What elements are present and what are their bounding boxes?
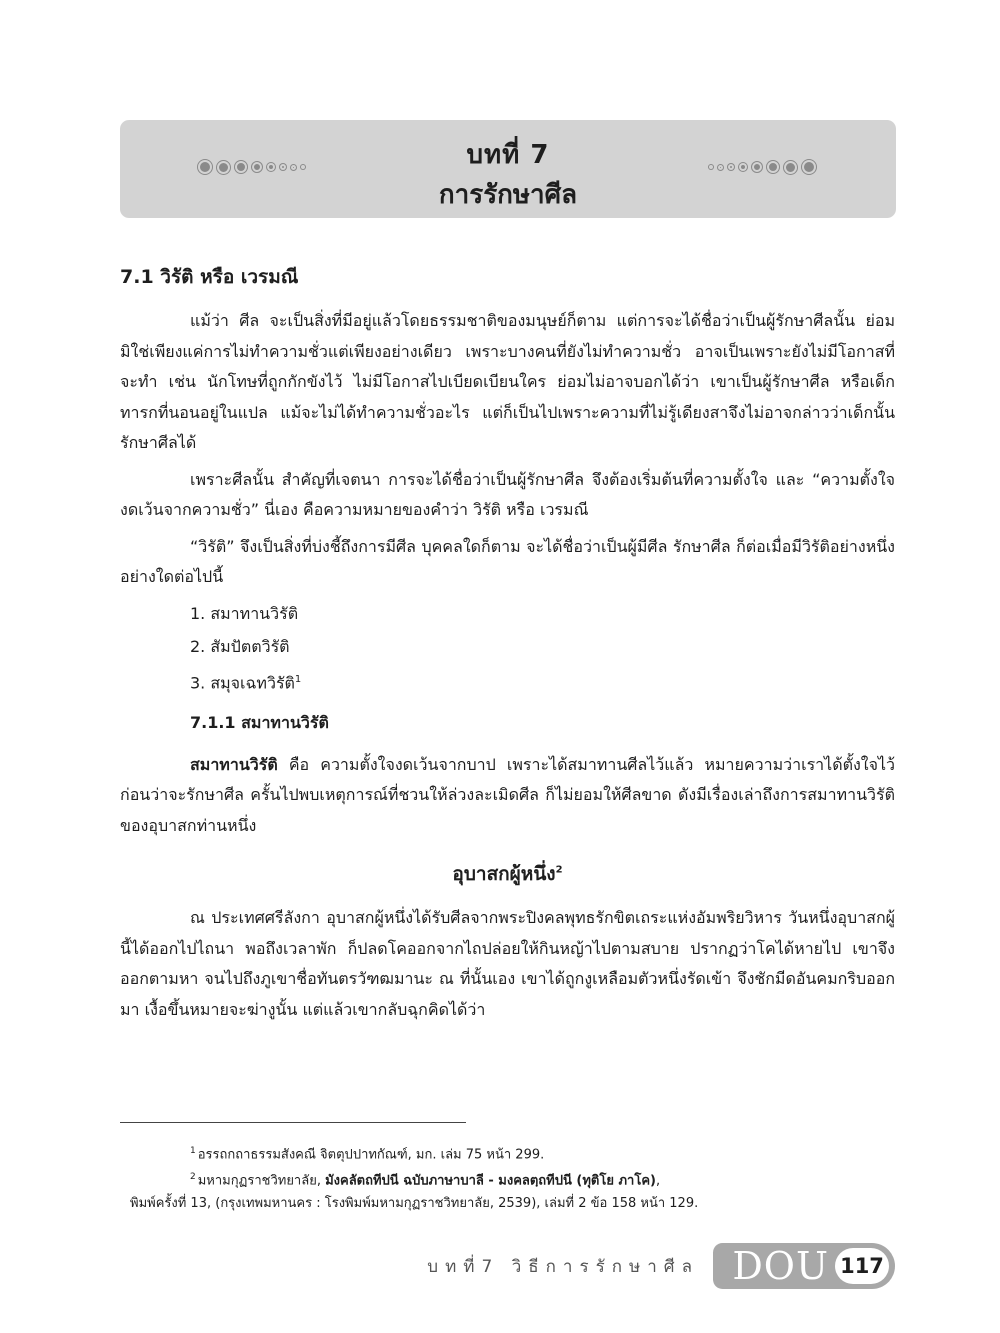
term-definition: คือ ความตั้งใจงดเว้นจากบาป เพราะได้สมาทานศีลไว้แล้ว หมายความว่าเราได้ตั้งใจไว้ก่อนว่าจะรักษาศีล ครั้นไปพบเหตุการณ์ที่ชวนให้ล่วงละเมิดศีล ก็ไม่ยอมให้ศีลขาด ดังมีเรื่องเล่าถึงการสมาทานวิรัติของอุบาสกท่านหนึ่ง (120, 754, 895, 835)
footnote-number: 1 (190, 1146, 196, 1156)
list-item: 2. สัมปัตตวิรัติ (190, 636, 290, 656)
footnote-ref: 1 (294, 673, 302, 685)
paragraph (120, 750, 895, 842)
footnote-divider (120, 1122, 466, 1123)
term: สมาทานวิรัติ (190, 754, 278, 774)
footnote-text: มหามกุฏราชวิทยาลัย, (197, 1173, 326, 1189)
footnote-1 (120, 1140, 895, 1166)
section-heading: 7.1 วิรัติ หรือ เวรมณี (120, 266, 299, 288)
story-title-text: อุบาสกผู้หนึ่ง (452, 863, 556, 886)
footnote-book-title: มังคลัตถทีปนี ฉบับภาษาบาลี - มงคลตฺถทีปนี (ทุติโย ภาโค) (325, 1173, 656, 1189)
dot-icon (728, 164, 734, 170)
list-item: 1. สมาทานวิรัติ (190, 603, 299, 623)
dot-icon (709, 165, 713, 169)
dot-icon (784, 161, 797, 174)
page-number: 117 (835, 1248, 889, 1284)
dot-icon (739, 163, 747, 171)
footnote-2-continued: พิมพ์ครั้งที่ 13, (กรุงเทพมหานคร : โรงพิมพ์มหามกุฏราชวิทยาลัย, 2539), เล่มที่ 2 ข้อ 158 หน้า 129. (130, 1195, 699, 1211)
chapter-number: บทที่ 7 (466, 140, 550, 170)
chapter-title: การรักษาศีล (438, 180, 578, 210)
footer-badge (713, 1243, 895, 1289)
dot-icon (767, 161, 779, 173)
paragraph: “วิรัติ” จึงเป็นสิ่งที่บ่งชี้ถึงการมีศีล บุคคลใดก็ตาม จะได้ชื่อว่าเป็นผู้มีศีล รักษาศีล ก็ต่อเมื่อมีวิรัติอย่างหนึ่งอย่างใดต่อไปนี้ (120, 536, 895, 586)
footnote-text: อรรถกถาธรรมสังคณี จิตตุปปาทกัณฑ์, มก. เล่ม 75 หน้า 299. (197, 1147, 545, 1163)
footnote-text: , (655, 1173, 661, 1189)
dou-logo: DOU (732, 1244, 829, 1288)
page-body (120, 262, 895, 1025)
paragraph: ณ ประเทศศรีลังกา อุบาสกผู้หนึ่งได้รับศีลจากพระปิงคลพุทธรักขิตเถระแห่งอัมพริยวิหาร วันหนึ่งอุบาสกผู้นี้ได้ออกไปไถนา พอถึงเวลาพัก ก็ปลดโคออกจากไถปล่อยให้กินหญ้าไปตามสบาย ปรากฏว่าโคได้หายไป เขาจึงออกตามหา จนไปถึงภูเขาชื่อทันตรวัฑฒมานะ ณ ที่นั้นเอง เขาได้ถูกงูเหลือมตัวหนึ่งรัดเข้า จึงชักมีดอันคมกริบออกมา เงื้อขึ้นหมายจะฆ่างูนั้น แต่แล้วเขากลับฉุกคิดได้ว่า (120, 908, 895, 1019)
footnote-ref: 2 (555, 865, 563, 876)
dot-icon (752, 162, 762, 172)
footnote-2 (120, 1166, 895, 1192)
footer-chapter-text: บทที่7 วิธีการรักษาศีล (427, 1256, 699, 1277)
paragraph: แม้ว่า ศีล จะเป็นสิ่งที่มีอยู่แล้วโดยธรรมชาติของมนุษย์ก็ตาม แต่การจะได้ชื่อว่าเป็นผู้รักษาศีลนั้น ย่อมมิใช่เพียงแค่การไม่ทำความชั่วแต่เพียงอย่างเดียว เพราะบางคนที่ยังไม่ทำความชั่ว อาจเป็นเพราะยังไม่มีโอกาสที่จะทำ เช่น นักโทษที่ถูกกักขังไว้ ไม่มีโอกาสไปเบียดเบียนใคร ย่อมไม่อาจบอกได้ว่า เขาเป็นผู้รักษาศีล หรือเด็กทารกที่นอนอยู่ในแปล แม้จะไม่ได้ทำความชั่วอะไร แต่ก็เป็นไปเพราะความที่ไม่รู้เดียงสาจึงไม่อาจกล่าวว่าเด็กนั้นรักษาศีลได้ (120, 311, 895, 452)
decorative-dots-right (709, 160, 816, 174)
list-item-text: 3. สมุจเฉทวิรัติ (190, 672, 295, 692)
virati-list (120, 597, 895, 699)
footnote-number: 2 (190, 1172, 196, 1183)
footnotes (120, 1140, 895, 1215)
dot-icon (802, 160, 816, 174)
dot-icon (718, 165, 723, 170)
chapter-header (120, 120, 896, 218)
paragraph: เพราะศีลนั้น สำคัญที่เจตนา การจะได้ชื่อว่าเป็นผู้รักษาศีล จึงต้องเริ่มต้นที่ความตั้งใจ และ “ความตั้งใจงดเว้นจากความชั่ว” นี่เอง คือความหมายของคำว่า วิรัติ หรือ เวรมณี (120, 469, 895, 519)
list-item (120, 663, 895, 699)
page-footer (427, 1242, 895, 1290)
story-title (120, 859, 895, 889)
subsection-heading: 7.1.1 สมาทานวิรัติ (190, 712, 329, 732)
